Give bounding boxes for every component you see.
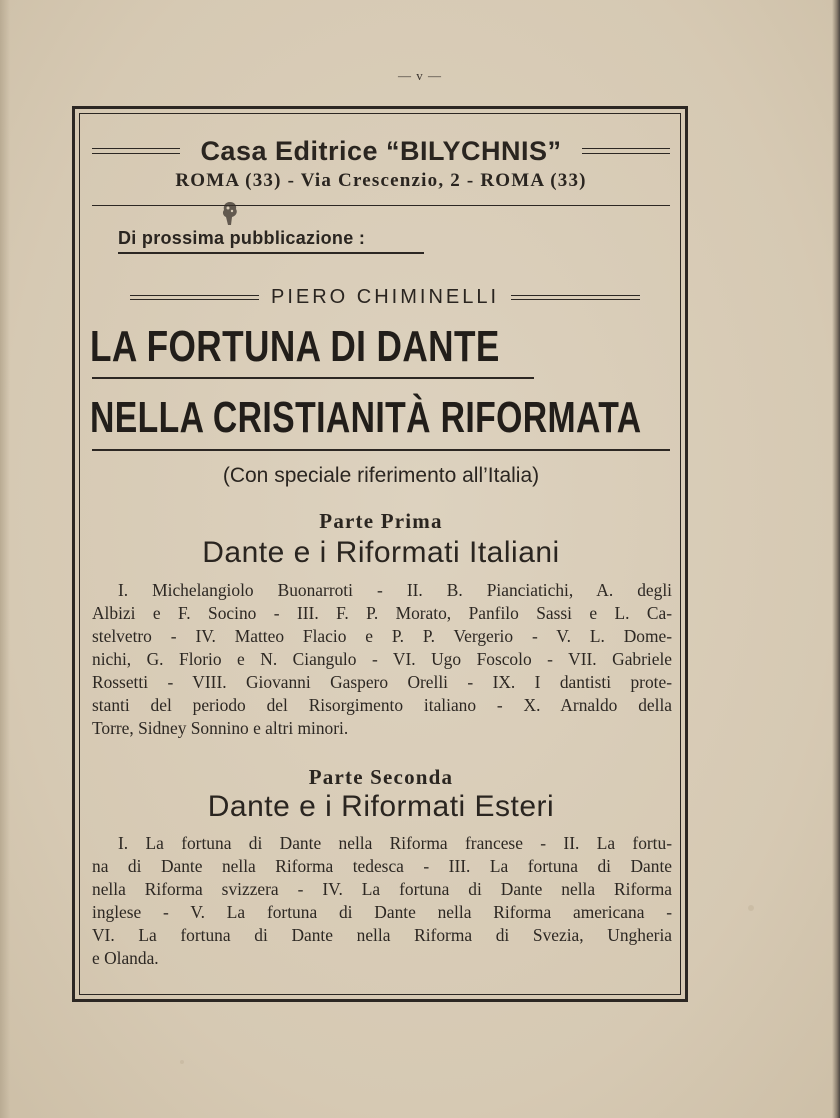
part-1-title: Dante e i Riformati Italiani <box>202 536 560 569</box>
part-2-title: Dante e i Riformati Esteri <box>207 790 555 823</box>
decorative-double-rule <box>582 148 670 154</box>
contents-line: Albizi e F. Socino - III. F. P. Morato, Panfilo Sassi e L. Ca- <box>92 603 672 623</box>
book-title-line-1: LA FORTUNA DI DANTE <box>90 322 500 371</box>
title-underline <box>92 449 670 451</box>
contents-line: e Olanda. <box>92 948 159 968</box>
publisher-name: Casa Editrice “BILYCHNIS” <box>200 135 562 166</box>
decorative-double-rule <box>511 295 640 300</box>
title-underline <box>92 377 534 379</box>
contents-line: nella Riforma svizzera - IV. La fortuna di Dante nella Riforma <box>92 879 672 899</box>
book-subtitle: (Con speciale riferimento all’Italia) <box>222 464 540 487</box>
part-2-contents <box>92 832 672 970</box>
label-underline <box>118 252 424 254</box>
paper-spot <box>748 905 754 911</box>
contents-line: na di Dante nella Riforma tedesca - III. La fortuna di Dante <box>92 856 672 876</box>
author-name: PIERO CHIMINELLI <box>270 285 500 308</box>
divider-rule <box>92 205 670 206</box>
contents-line: stelvetro - IV. Matteo Flacio e P. P. Vergerio - V. L. Dome- <box>92 626 672 646</box>
page-edge-right <box>832 0 840 1118</box>
contents-line: Rossetti - VIII. Giovanni Gaspero Orelli - IX. I dantisti prote- <box>92 672 672 692</box>
part-2-label: Parte Seconda <box>308 765 454 789</box>
upcoming-publication-label: Di prossima pubblicazione : <box>118 228 366 248</box>
page-edge-left <box>0 0 10 1118</box>
contents-line: I. Michelangiolo Buonarroti - II. B. Pianciatichi, A. degli <box>118 580 672 600</box>
paper-spot <box>180 1060 184 1064</box>
publisher-header <box>92 134 670 168</box>
contents-line: inglese - V. La fortuna di Dante nella Riforma americana - <box>92 902 672 922</box>
contents-line: stanti del periodo del Risorgimento italiano - X. Arnaldo della <box>92 695 672 715</box>
decorative-double-rule <box>92 148 180 154</box>
part-1-contents <box>92 579 672 740</box>
book-title-line-2: NELLA CRISTIANITÀ RIFORMATA <box>90 393 642 442</box>
part-1-label: Parte Prima <box>319 509 443 533</box>
page-number: — v — <box>398 68 442 83</box>
contents-line: nichi, G. Florio e N. Ciangulo - VI. Ugo Foscolo - VII. Gabriele <box>92 649 672 669</box>
contents-line: I. La fortuna di Dante nella Riforma francese - II. La fortu- <box>118 833 672 853</box>
decorative-double-rule <box>130 295 259 300</box>
contents-line: VI. La fortuna di Dante nella Riforma di Svezia, Ungheria <box>92 925 672 945</box>
publisher-address: ROMA (33) - Via Crescenzio, 2 - ROMA (33) <box>175 170 587 191</box>
contents-line: Torre, Sidney Sonnino e altri minori. <box>92 718 349 738</box>
ink-blot-icon <box>218 199 242 227</box>
author-row <box>130 284 640 310</box>
